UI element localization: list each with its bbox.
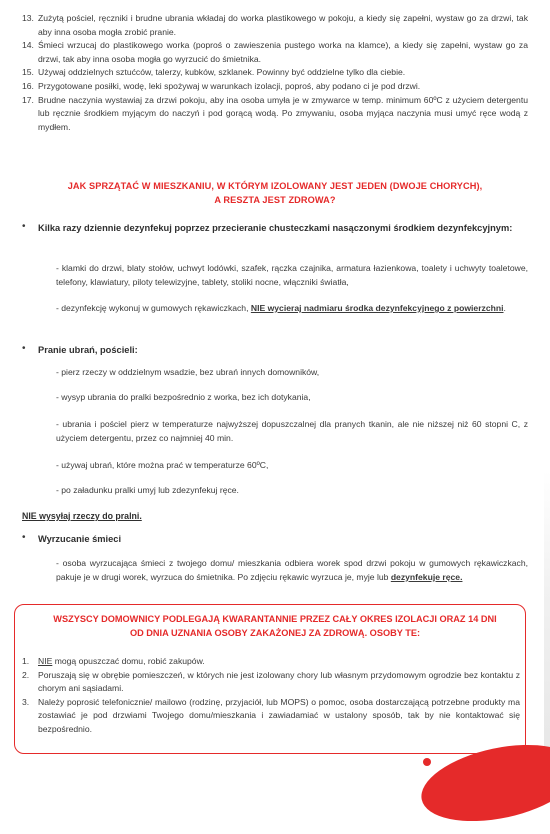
item-text: Używaj oddzielnych sztućców, talerzy, kubków, szklanek. Powinny być oddzielne tylko dla ciebie. [38,67,406,78]
section-heading [40,179,510,207]
item-text: Przygotowane posiłki, wodę, leki spożywaj w warunkach izolacji, poproś, aby podano ci je pod drzwi. [38,80,421,91]
disinfect-item [56,302,528,316]
bullet-title: Kilka razy dziennie dezynfekuj poprzez przecieranie chusteczkami nasączonymi środkiem dezynfekcyjnym: [38,223,513,233]
decorative-dot-icon [423,758,431,766]
numbered-instructions [22,12,528,134]
list-item [22,80,528,94]
item-number: 15. [22,67,34,78]
list-item [22,39,528,66]
item-text: Śmieci wrzucaj do plastikowego worka (poproś o zawieszenia pustego worka na klamce), a kiedy się zapełni, wystaw go za drzwi, tak aby inna osoba mogła go wyrzucić do śmietnika. [38,40,528,64]
item-text: Poruszają się w obrębie pomieszczeń, w których nie jest izolowany chory lub własnym przydomowym ogrodzie bez kontaktu z chorym ani sąsiadami. [38,669,520,694]
quarantine-list [22,655,520,737]
item-text: Brudne naczynia wystawiaj za drzwi pokoju, aby ina osoba umyła je w zmywarce w temp. minimum 60ºC z użyciem detergentu lub ręcznie środkiem myjącym do naczyń i pod gorącą wodą. Po zmywaniu, osoba myjąca naczynia musi umyć ręce wodą z mydłem. [38,94,528,132]
emphasis-text: dezynfekuje ręce. [390,571,463,582]
list-item [22,66,528,80]
bullet-icon: • [22,343,26,354]
trash-item [56,557,528,584]
emphasis-text: NIE wycieraj nadmiaru środka dezynfekcyjnego z powierzchni [250,303,504,313]
laundry-bullet [22,343,528,358]
heading-line: JAK SPRZĄTAĆ W MIESZKANIU, W KTÓRYM IZOLOWANY JEST JEDEN (DWOJE CHORYCH), [67,181,483,191]
item-number: 14. [22,40,34,51]
item-number: 16. [22,80,34,91]
item-text: - osoba wyrzucająca śmieci z twojego domu/ mieszkania odbiera worek spod drzwi pokoju w gumowych rękawiczkach, pakuje je w drugi worek, wyrzuca do śmietnika. Po zdjęciu rękawic wyrzuca je, myje lub [56,558,528,582]
item-number: 1. [22,656,30,666]
emphasis-text: NIE [38,656,53,666]
laundry-item: - po załadunku pralki umyj lub zdezynfekuj ręce. [56,485,239,495]
laundry-item: - ubrania i pościel pierz w temperaturze najwyższej dopuszczalnej dla pranych tkanin, ale nie niższej niż 60 stopni C, z użyciem detergentu, przez co najmniej 40 min. [56,419,528,443]
page-edge-shadow [544,470,550,770]
item-text: Zużytą pościel, ręczniki i brudne ubrania wkładaj do worka plastikowego w pokoju, a kiedy się zapełni, wystaw go za drzwi, tak aby inna osoba mogła zrobić pranie. [38,13,528,37]
bullet-title: Wyrzucanie śmieci [38,534,122,544]
item-text: . [503,303,506,313]
item-number: 17. [22,94,34,105]
trash-bullet [22,532,528,547]
bullet-icon: • [22,221,26,232]
list-item [22,94,528,135]
disinfect-bullet [22,221,528,236]
list-item [22,696,520,737]
item-text: mogą opuszczać domu, robić zakupów. [52,656,205,666]
heading-line: A RESZTA JEST ZDROWA? [214,195,336,205]
disinfect-item: - klamki do drzwi, blaty stołów, uchwyt lodówki, szafek, rączka czajnika, armatura łazienkowa, toalety i uchwyty toaletowe, telefony, klawiatury, piloty telewizyjne, tablety, stoliki nocne, włączniki światła, [56,263,528,287]
list-item [22,669,520,696]
laundry-warning: NIE wysyłaj rzeczy do pralni. [22,511,142,521]
bullet-icon: • [22,532,26,543]
laundry-item: - pierz rzeczy w oddzielnym wsadzie, bez ubrań innych domowników, [56,367,320,377]
quarantine-title [30,612,520,640]
list-item [22,655,520,669]
title-line: WSZYSCY DOMOWNICY PODLEGAJĄ KWARANTANNIE PRZEZ CAŁY OKRES IZOLACJI ORAZ 14 DNI [53,614,497,624]
bullet-title: Pranie ubrań, pościeli: [38,345,138,355]
title-line: OD DNIA UZNANIA OSOBY ZAKAŻONEJ ZA ZDROWĄ. OSOBY TE: [129,628,421,638]
item-number: 2. [22,669,30,680]
item-number: 3. [22,696,30,707]
list-item [22,12,528,39]
item-text: Należy poprosić telefonicznie/ mailowo (rodzinę, przyjaciół, lub MOPS) o pomoc, osoba dostarczającą potrzebne produkty ma zostawiać je pod drzwiami Twojego domu/mieszkania i zawiadamiać w ustalony sposób, tak by nie kontaktować się bezpośrednio. [38,696,520,734]
laundry-item: - używaj ubrań, które można prać w temperaturze 60ºC, [56,460,269,470]
laundry-item: - wysyp ubrania do pralki bezpośrednio z worka, bez ich dotykania, [56,392,311,402]
item-text: - dezynfekcję wykonuj w gumowych rękawiczkach, [56,303,251,313]
item-number: 13. [22,13,34,23]
